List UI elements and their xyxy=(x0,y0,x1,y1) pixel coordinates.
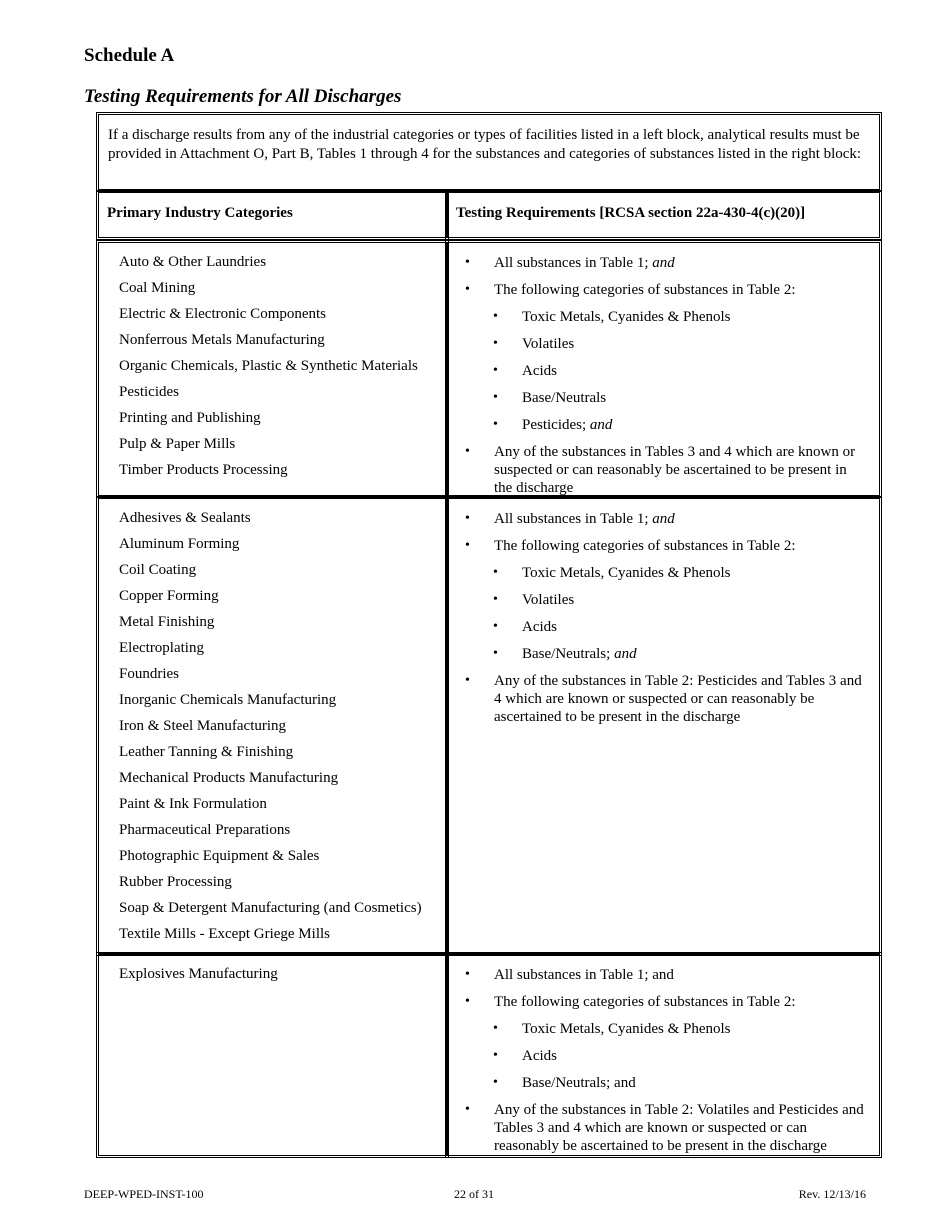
requirement-item: • The following categories of substances in Table 2: xyxy=(465,538,796,554)
header-testing-requirements xyxy=(445,190,882,240)
industry-item: Leather Tanning & Finishing xyxy=(119,744,294,760)
footer-page-number: 22 of 31 xyxy=(454,1187,494,1201)
bullet-icon: • xyxy=(493,417,498,432)
requirement-item: • The following categories of substances in Table 2: xyxy=(465,282,796,298)
industry-item: Paint & Ink Formulation xyxy=(119,796,267,812)
bullet-icon: • xyxy=(493,390,498,405)
industry-list xyxy=(119,509,422,951)
substance-category-item: • Volatiles xyxy=(493,592,575,608)
industry-item: Textile Mills - Except Griege Mills xyxy=(119,926,330,942)
industry-item: Inorganic Chemicals Manufacturing xyxy=(119,692,337,708)
substance-category-item: • Toxic Metals, Cyanides & Phenols xyxy=(493,1021,731,1037)
row-3-industries xyxy=(96,952,449,1158)
industry-item: Electroplating xyxy=(119,640,204,656)
row-3-requirements xyxy=(445,952,882,1158)
industry-item: Soap & Detergent Manufacturing (and Cosmetics) xyxy=(119,900,422,916)
industry-list xyxy=(119,965,278,991)
industry-item: Coil Coating xyxy=(119,562,197,578)
industry-item: Pulp & Paper Mills xyxy=(119,436,236,452)
bullet-icon: • xyxy=(465,538,470,553)
header-left-label: Primary Industry Categories xyxy=(107,205,293,221)
industry-item: Nonferrous Metals Manufacturing xyxy=(119,332,325,348)
intro-text: If a discharge results from any of the industrial categories or types of facilities listed in a left block, analytical results must be provided in Attachment O, Part B, Tables 1 through 4 for the substances and categories of substances listed in the right block: xyxy=(108,127,862,162)
bullet-icon: • xyxy=(493,363,498,378)
header-industry-categories xyxy=(96,190,449,240)
industry-item: Coal Mining xyxy=(119,280,196,296)
requirement-item: • The following categories of substances in Table 2: xyxy=(465,994,796,1010)
bullet-icon: • xyxy=(493,592,498,607)
substance-category-item: • Toxic Metals, Cyanides & Phenols xyxy=(493,309,731,325)
bullet-icon: • xyxy=(465,511,470,526)
bullet-icon: • xyxy=(465,255,470,270)
industry-item: Organic Chemicals, Plastic & Synthetic Materials xyxy=(119,358,418,374)
row-1-industries xyxy=(96,240,449,498)
row-2-industries xyxy=(96,496,449,956)
industry-item: Printing and Publishing xyxy=(119,410,261,426)
bullet-icon: • xyxy=(465,967,470,982)
requirement-item: • All substances in Table 1; and xyxy=(465,255,675,271)
bullet-icon: • xyxy=(493,336,498,351)
bullet-icon: • xyxy=(465,444,470,459)
industry-item: Metal Finishing xyxy=(119,614,215,630)
bullet-icon: • xyxy=(493,565,498,580)
requirement-item: • All substances in Table 1; and xyxy=(465,511,675,527)
footer-doc-id: DEEP-WPED-INST-100 xyxy=(84,1187,204,1201)
intro-cell xyxy=(96,112,882,192)
industry-item: Photographic Equipment & Sales xyxy=(119,848,320,864)
requirements-table xyxy=(96,112,882,1158)
bullet-icon: • xyxy=(493,646,498,661)
footer-revision: Rev. 12/13/16 xyxy=(798,1187,866,1201)
substance-category-item: • Acids xyxy=(493,1048,557,1064)
requirement-item: • All substances in Table 1; and xyxy=(465,967,674,983)
bullet-icon: • xyxy=(465,673,470,688)
industry-item: Pesticides xyxy=(119,384,179,400)
industry-item: Iron & Steel Manufacturing xyxy=(119,718,287,734)
substance-category-item: • Base/Neutrals; and xyxy=(493,1075,636,1091)
industry-item: Pharmaceutical Preparations xyxy=(119,822,291,838)
bullet-icon: • xyxy=(465,994,470,1009)
row-2-requirements xyxy=(445,496,882,956)
industry-item: Electric & Electronic Components xyxy=(119,306,327,322)
industry-item: Rubber Processing xyxy=(119,874,232,890)
page-title: Schedule A xyxy=(84,45,175,66)
industry-item: Mechanical Products Manufacturing xyxy=(119,770,339,786)
requirement-list xyxy=(448,966,879,1155)
bullet-icon: • xyxy=(493,1021,498,1036)
bullet-icon: • xyxy=(493,619,498,634)
industry-item: Copper Forming xyxy=(119,588,219,604)
substance-category-item: • Acids xyxy=(493,363,557,379)
substance-category-item: • Base/Neutrals; and xyxy=(493,646,637,662)
requirement-list xyxy=(448,254,879,497)
industry-item: Auto & Other Laundries xyxy=(119,254,267,270)
substance-category-item: • Volatiles xyxy=(493,336,575,352)
substance-category-item: • Toxic Metals, Cyanides & Phenols xyxy=(493,565,731,581)
requirement-item: • Any of the substances in Tables 3 and 4 which are known or suspected or can reasonably be ascertained to be present in the discharge xyxy=(465,444,856,496)
industry-item: Foundries xyxy=(119,666,179,682)
bullet-icon: • xyxy=(465,1102,470,1117)
requirement-item: • Any of the substances in Table 2: Volatiles and Pesticides and Tables 3 and 4 which are known or suspected or can reasonably be ascertained to be present in the discharge xyxy=(465,1102,864,1154)
industry-item: Adhesives & Sealants xyxy=(119,510,251,526)
substance-category-item: • Base/Neutrals xyxy=(493,390,607,406)
bullet-icon: • xyxy=(493,1048,498,1063)
header-right-label: Testing Requirements [RCSA section 22a-430-4(c)(20)] xyxy=(456,205,806,221)
industry-item: Explosives Manufacturing xyxy=(119,966,278,982)
bullet-icon: • xyxy=(493,1075,498,1090)
requirement-list xyxy=(448,510,879,726)
industry-item: Timber Products Processing xyxy=(119,462,288,478)
bullet-icon: • xyxy=(493,309,498,324)
industry-list xyxy=(119,253,418,487)
page-subtitle: Testing Requirements for All Discharges xyxy=(84,86,402,107)
substance-category-item: • Pesticides; and xyxy=(493,417,613,433)
substance-category-item: • Acids xyxy=(493,619,557,635)
requirement-item: • Any of the substances in Table 2: Pesticides and Tables 3 and 4 which are known or suspected or can reasonably be ascertained to be present in the discharge xyxy=(465,673,862,725)
bullet-icon: • xyxy=(465,282,470,297)
row-1-requirements xyxy=(445,240,882,498)
industry-item: Aluminum Forming xyxy=(119,536,240,552)
